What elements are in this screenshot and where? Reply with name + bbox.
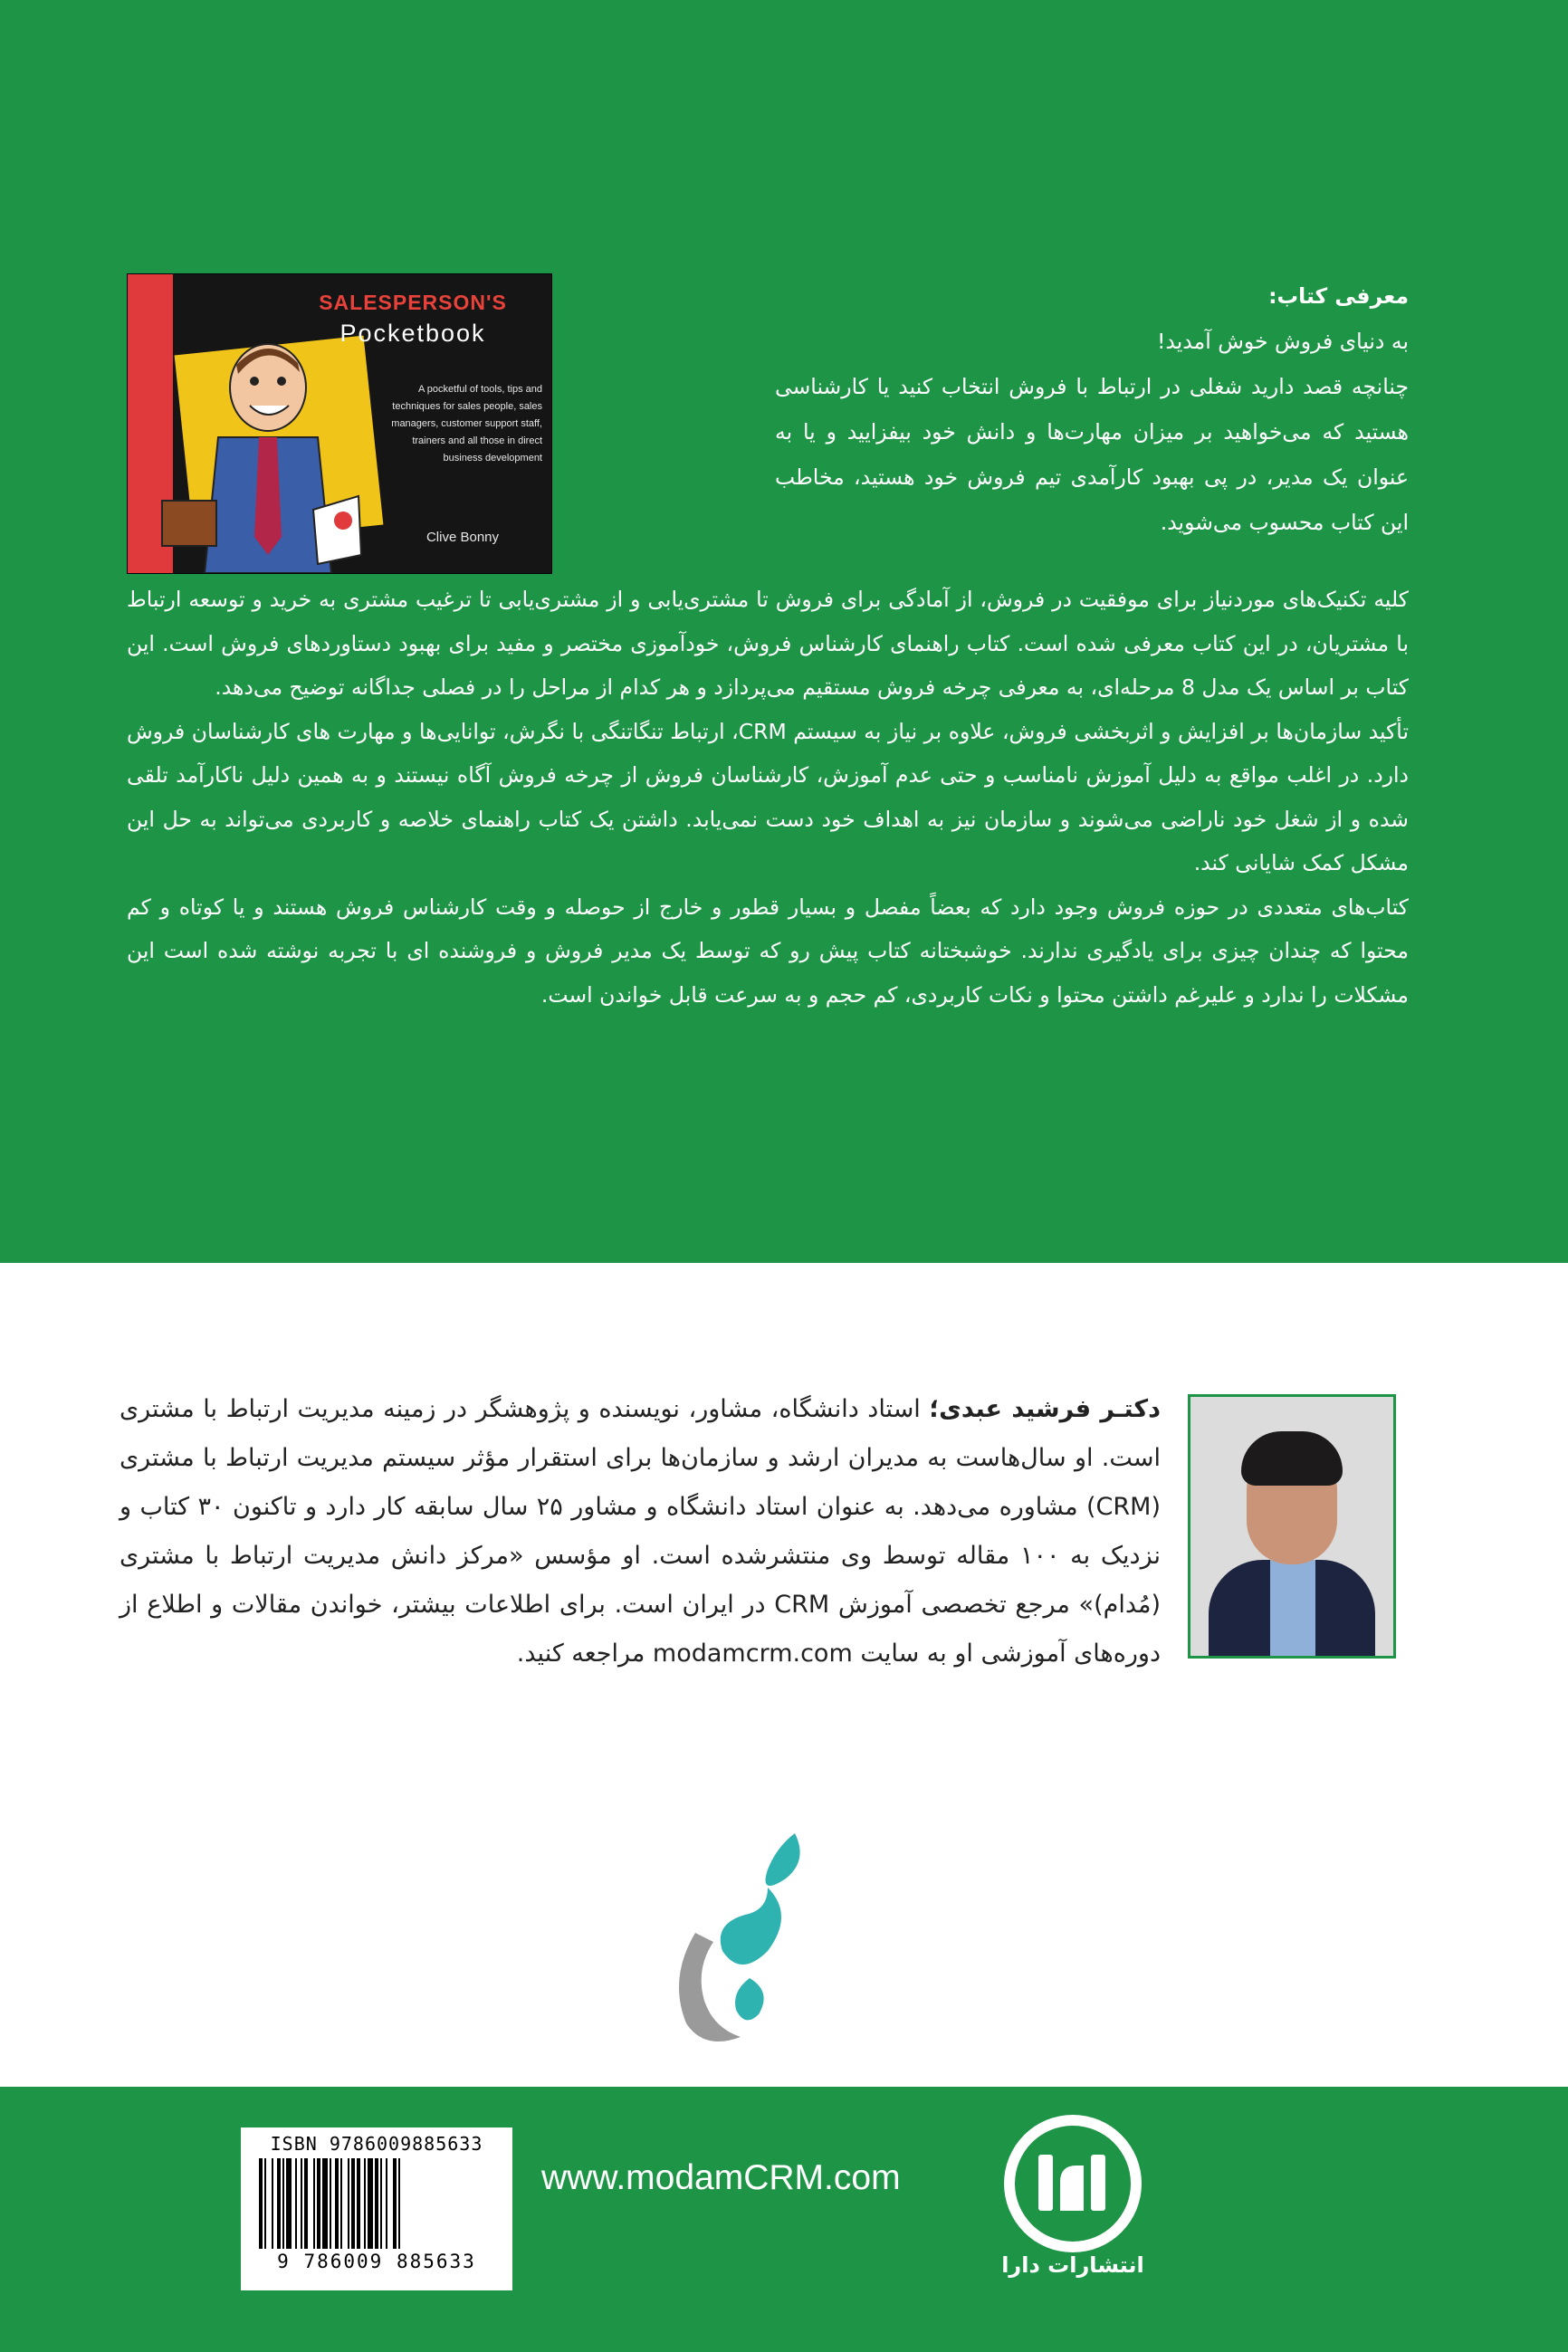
barcode-bar [259, 2158, 263, 2249]
publisher-name: انتشارات دارا [1001, 2252, 1144, 2278]
barcode-bar [393, 2158, 397, 2249]
barcode-bar [386, 2158, 387, 2249]
photo-hair [1241, 1431, 1343, 1486]
modam-logo [659, 1824, 813, 2051]
author-bio-text: استاد دانشگاه، مشاور، نویسنده و پژوهشگر در زمینه مدیریت ارتباط با مشتری است. او سال‌هاست به مدیران ارشد و سازمان‌ها برای استقرار مؤثر سیستم مدیریت ارتباط با مشتری (CRM) مشاوره می‌دهد. به عنوان استاد دانشگاه و مشاور ۲۵ سال سابقه کار دارد و تاکنون ۳۰ کتاب و نزدیک به ۱۰۰ مقاله توسط وی منتشرشده است. او مؤسس «مرکز دانش مدیریت ارتباط با مشتری (مُدام)» مرجع تخصصی آموزش CRM در ایران است. برای اطلاعات بیشتر، خواندن مقالات و اطلاع از دوره‌های آموزشی او به سایت modamcrm.com مراجعه کنید. [120, 1395, 1161, 1668]
cover-subtitle: Pocketbook [339, 320, 486, 347]
dara-publisher-logo [1000, 2111, 1145, 2256]
author-bio [120, 1385, 1161, 1678]
author-name: دکتـر فرشید عبدی؛ [929, 1395, 1161, 1423]
intro-heading-block [775, 273, 1409, 545]
intro-heading: معرفی کتاب: [1268, 283, 1409, 309]
barcode-bar [313, 2158, 315, 2249]
intro-welcome: به دنیای فروش خوش آمدید! [1156, 329, 1409, 354]
intro-paragraph: کتاب‌های متعددی در حوزه فروش وجود دارد که بعضاً مفصل و بسیار قطور و خارج از حوصله و وقت کارشناس فروش هستند و یا کوتاه و کم محتوا که چندان چیزی برای یادگیری ندارند. خوشبختانه کتاب پیش رو که توسط یک مدیر فروش و فروشنده ای با تجربه نوشته شده است این مشکلات را ندارد و علیرغم داشتن محتوا و نکات کاربردی، کم حجم و به سرعت قابل خواندن است. [127, 894, 1409, 1008]
website-url[interactable]: www.modamCRM.com [541, 2158, 901, 2197]
barcode-bar [348, 2158, 349, 2249]
intro-paragraph: کلیه تکنیک‌های موردنیاز برای موفقیت در فروش، از آمادگی برای فروش تا مشتری‌یابی و از مشتری‌یابی تا ترغیب مشتری به خرید و توسعه ارتباط با مشتریان، در این کتاب معرفی شده است. کتاب راهنمای کارشناس فروش، خودآموزی مختصر و مفید برای بهبود دستاوردهای فروش است. این کتاب بر اساس یک مدل 8 مرحله‌ای، به معرفی چرخه فروش مستقیم می‌پردازد و هر کدام از مراحل را در فصلی جداگانه توضیح می‌دهد. [127, 587, 1409, 700]
barcode-bar [335, 2158, 339, 2249]
salesman-illustration [155, 329, 363, 573]
barcode-bar [351, 2158, 355, 2249]
isbn-label: ISBN 9786009885633 [270, 2133, 483, 2155]
barcode-bar [364, 2158, 366, 2249]
barcode-bar [340, 2158, 342, 2249]
intro-lead: چنانچه قصد دارید شغلی در ارتباط با فروش انتخاب کنید یا کارشناسی هستید که می‌خواهید بر میزان مهارت‌ها و دانش خود بیفزایید و یا به عنوان یک مدیر، در پی بهبود کارآمدی تیم فروش خود هستید، مخاطب این کتاب محسوب می‌شوید. [775, 374, 1409, 535]
barcode-bar [330, 2158, 331, 2249]
intro-paragraph: تأکید سازمان‌ها بر افزایش و اثربخشی فروش، علاوه بر نیاز به سیستم CRM، ارتباط تنگاتنگی با نگرش، توانایی‌ها و مهارت های کارشناسان فروش دارد. در اغلب مواقع به دلیل آموزش نامناسب و حتی عدم آموزش، کارشناسان فروش از چرخه فروش آگاه نیستند و به همین دلیل ناکارآمد تلقی شده و از شغل خود ناراضی می‌شوند و سازمان نیز به اهداف خود دست نمی‌یابد. داشتن یک کتاب راهنمای خلاصه و کاربردی می‌تواند به حل این مشکل کمک شایانی کند. [127, 718, 1409, 875]
barcode-bar [380, 2158, 382, 2249]
cover-title: SALESPERSON'S [319, 291, 507, 314]
barcode-bar [357, 2158, 360, 2249]
isbn-barcode [241, 2127, 512, 2290]
barcode-bar [277, 2158, 281, 2249]
barcode-bar [286, 2158, 292, 2249]
author-photo [1188, 1394, 1396, 1659]
cover-description: A pocketful of tools, tips and techniques for sales people, sales managers, customer support staff, trainers and all those in direct business development [391, 384, 542, 464]
barcode-bar [272, 2158, 273, 2249]
barcode-bar [368, 2158, 373, 2249]
intro-body [127, 578, 1409, 1017]
barcode-bar [317, 2158, 320, 2249]
isbn-digits: 9 786009 885633 [277, 2251, 476, 2272]
barcode-bar [295, 2158, 297, 2249]
barcode-bar [322, 2158, 328, 2249]
photo-shirt [1270, 1560, 1315, 1659]
barcode-bar [301, 2158, 302, 2249]
book-cover-thumbnail [127, 273, 552, 574]
barcode-bar [398, 2158, 400, 2249]
cover-author: Clive Bonny [425, 530, 500, 545]
barcode-bar [282, 2158, 284, 2249]
bottom-green-panel [0, 2087, 1568, 2352]
barcode-bars [255, 2158, 498, 2249]
barcode-bar [375, 2158, 378, 2249]
barcode-bar [304, 2158, 308, 2249]
barcode-bar [264, 2158, 266, 2249]
